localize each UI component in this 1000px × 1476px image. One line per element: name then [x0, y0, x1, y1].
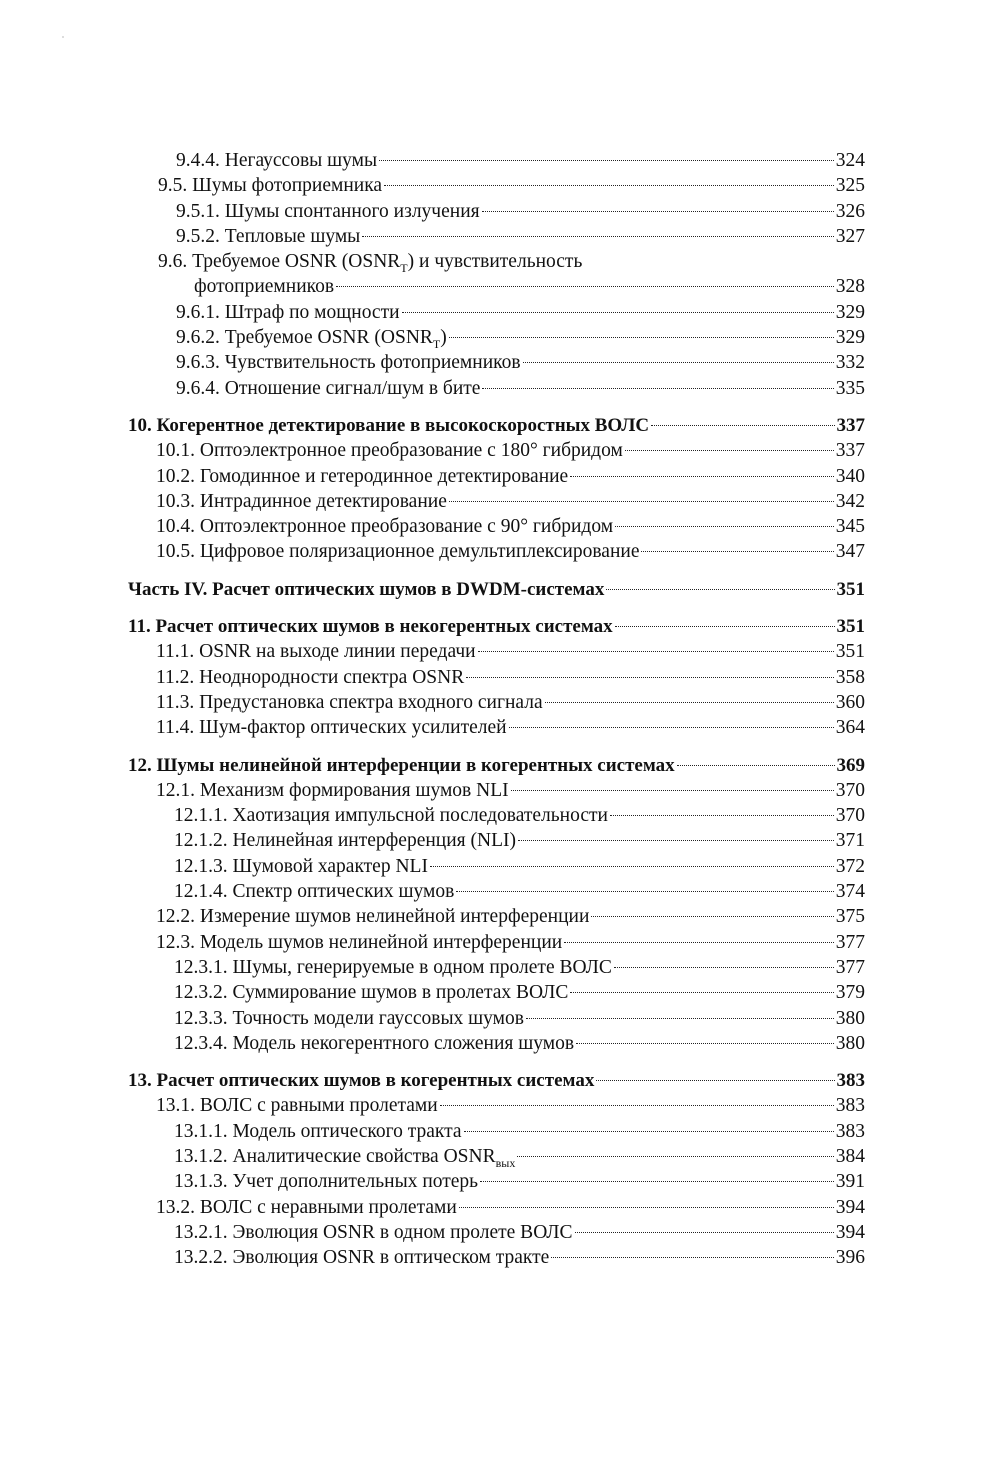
toc-page-number: 384	[835, 1145, 865, 1167]
toc-entry-line	[156, 778, 865, 803]
toc-entry-title	[156, 690, 543, 715]
toc-entry-line	[156, 690, 865, 715]
toc-entry	[0, 413, 1000, 438]
toc-entry-title	[174, 955, 612, 980]
toc-page-number: 371	[835, 830, 865, 852]
toc-entry-title	[174, 854, 428, 879]
toc-page-number: 377	[835, 931, 865, 953]
toc-entry-title-tail: )	[440, 327, 447, 349]
dot-leader	[651, 425, 834, 426]
toc-entry-title	[156, 539, 639, 564]
toc-entry-title-text: 13.1. ВОЛС с равными пролетами	[156, 1095, 438, 1117]
toc-entry-title-text: 10.5. Цифровое поляризационное демультиплексирование	[156, 541, 640, 563]
dot-leader	[336, 286, 834, 287]
toc-spacer	[0, 1056, 1000, 1068]
toc-entry	[0, 639, 1000, 664]
toc-entry-title-text: 9.6.1. Штраф по мощности	[176, 301, 400, 323]
toc-entry-subscript: T	[432, 336, 441, 351]
toc-entry-title	[128, 413, 649, 438]
dot-leader	[523, 362, 834, 363]
toc-entry-title-text: 12.1.2. Нелинейная интерференция (NLI)	[174, 830, 516, 852]
toc-entry-title	[128, 753, 675, 778]
dot-leader	[570, 476, 834, 477]
toc-entry-title	[176, 376, 480, 401]
toc-entry-title-text: 12.2. Измерение шумов нелинейной интерференции	[156, 906, 590, 928]
toc-page-number: 360	[835, 691, 865, 713]
toc-spacer	[0, 602, 1000, 614]
toc-entry-title-text: 13.2.2. Эволюция OSNR в оптическом тракте	[174, 1247, 550, 1269]
toc-page-number: 394	[835, 1196, 865, 1218]
toc-page-number: 358	[835, 666, 865, 688]
toc-entry-line	[128, 577, 865, 602]
toc-entry-title-text: 12.1.3. Шумовой характер NLI	[174, 855, 428, 877]
toc-page-number: 329	[835, 327, 865, 349]
toc-entry-line	[128, 614, 865, 639]
toc-entry	[0, 577, 1000, 602]
toc-entry-title	[174, 879, 454, 904]
toc-entry-title-text: 13.1.3. Учет дополнительных потерь	[174, 1171, 479, 1193]
toc-entry-title-text: 10.4. Оптоэлектронное преобразование с 90° гибридом	[156, 516, 614, 538]
toc-entry-line	[156, 438, 865, 463]
toc-entry	[0, 778, 1000, 803]
toc-page-number: 383	[835, 1095, 865, 1117]
toc-entry-title-text: 10.2. Гомодинное и гетеродинное детектирование	[156, 465, 569, 487]
dot-leader	[606, 589, 834, 590]
dot-leader	[449, 501, 834, 502]
toc-entry-title-text: 13.1.1. Модель оптического тракта	[174, 1120, 462, 1142]
toc-entry-line	[174, 828, 865, 853]
toc-entry-title	[176, 224, 360, 249]
toc-page-number: 370	[835, 805, 865, 827]
toc-entry-line	[176, 300, 865, 325]
scan-speck	[62, 36, 64, 38]
toc-entry-line	[128, 413, 865, 438]
toc-entry	[0, 539, 1000, 564]
toc-page-number: 335	[835, 377, 865, 399]
toc-entry	[0, 464, 1000, 489]
toc-entry-title	[174, 1245, 549, 1270]
dot-leader	[449, 337, 834, 338]
dot-leader	[551, 1257, 833, 1258]
toc-entry-title-text: 12. Шумы нелинейной интерференции в когерентных системах	[128, 754, 675, 776]
toc-entry-title	[156, 904, 589, 929]
toc-page-number: 383	[835, 1120, 865, 1142]
dot-leader	[518, 840, 834, 841]
toc-entry-title-text: 9.6.2. Требуемое OSNR (OSNR	[176, 327, 433, 349]
toc-entry	[0, 904, 1000, 929]
toc-entry-title	[156, 639, 476, 664]
toc-page-number: 332	[835, 352, 865, 374]
toc-page-number: 374	[835, 881, 865, 903]
toc-entry-title	[158, 173, 382, 198]
toc-entry-line	[174, 879, 865, 904]
toc-entry	[0, 376, 1000, 401]
toc-entry	[0, 1068, 1000, 1093]
dot-leader	[591, 916, 833, 917]
table-of-contents	[0, 148, 1000, 1270]
toc-page-number: 394	[835, 1221, 865, 1243]
toc-entry-line	[176, 199, 865, 224]
toc-page-number: 364	[835, 717, 865, 739]
toc-entry-title	[156, 778, 509, 803]
toc-entry-line	[156, 464, 865, 489]
toc-page-number: 380	[835, 1032, 865, 1054]
toc-entry	[0, 249, 1000, 274]
toc-entry-title-text: 12.1.1. Хаотизация импульсной последовательности	[174, 805, 608, 827]
toc-entry	[0, 350, 1000, 375]
toc-page-number: 329	[835, 301, 865, 323]
toc-entry-title	[128, 577, 604, 602]
toc-entry	[0, 1245, 1000, 1270]
toc-entry-title	[176, 325, 447, 350]
toc-entry-line	[174, 955, 865, 980]
toc-entry-title	[156, 1093, 438, 1118]
toc-entry-line	[128, 753, 865, 778]
dot-leader	[482, 211, 834, 212]
toc-entry-title-text: 10.3. Интрадинное детектирование	[156, 490, 447, 512]
toc-entry	[0, 300, 1000, 325]
toc-entry	[0, 753, 1000, 778]
toc-entry-line	[174, 1031, 865, 1056]
dot-leader	[615, 626, 835, 627]
toc-entry	[0, 148, 1000, 173]
dot-leader	[430, 866, 834, 867]
toc-entry-line	[174, 1220, 865, 1245]
dot-leader	[456, 891, 833, 892]
toc-entry-title-text: Часть IV. Расчет оптических шумов в DWDM-системах	[128, 578, 605, 600]
toc-entry-title-text: 9.5.1. Шумы спонтанного излучения	[176, 200, 480, 222]
toc-page-number: 375	[835, 906, 865, 928]
toc-entry-title	[174, 1031, 574, 1056]
toc-entry-title-text: 9.6. Требуемое OSNR (OSNR	[158, 251, 401, 273]
toc-entry-title-text: 13.2. ВОЛС с неравными пролетами	[156, 1196, 457, 1218]
toc-entry-line	[194, 274, 865, 299]
toc-entry-line	[156, 639, 865, 664]
dot-leader	[509, 727, 834, 728]
toc-page-number: 327	[835, 225, 865, 247]
dot-leader	[482, 388, 833, 389]
toc-entry-title	[176, 350, 521, 375]
dot-leader	[384, 185, 834, 186]
toc-entry-title	[194, 274, 334, 299]
dot-leader	[480, 1181, 834, 1182]
toc-entry	[0, 325, 1000, 350]
toc-entry-title	[174, 1119, 462, 1144]
toc-page-number: 391	[835, 1171, 865, 1193]
toc-entry-title	[156, 665, 464, 690]
toc-entry-title-text: 11. Расчет оптических шумов в некогерентных системах	[128, 616, 613, 638]
toc-entry-line	[174, 1144, 865, 1169]
toc-entry-title-text: 9.6.3. Чувствительность фотоприемников	[176, 352, 521, 374]
toc-entry	[0, 803, 1000, 828]
toc-entry	[0, 955, 1000, 980]
toc-entry	[0, 224, 1000, 249]
toc-entry-line	[128, 1068, 865, 1093]
toc-entry-title	[176, 199, 480, 224]
toc-entry	[0, 1006, 1000, 1031]
toc-page-number: 372	[835, 855, 865, 877]
toc-entry-title-text: 11.2. Неоднородности спектра OSNR	[156, 666, 465, 688]
toc-page-number: 326	[835, 200, 865, 222]
toc-entry	[0, 690, 1000, 715]
toc-page-number: 325	[835, 175, 865, 197]
toc-entry	[0, 199, 1000, 224]
toc-page-number: 342	[835, 490, 865, 512]
toc-page-number: 324	[835, 150, 865, 171]
toc-entry-line	[176, 224, 865, 249]
toc-entry-title-text: 11.1. OSNR на выходе линии передачи	[156, 641, 476, 663]
toc-entry-line	[176, 325, 865, 350]
toc-entry-line	[156, 1195, 865, 1220]
toc-entry-title-text: 12.3.4. Модель некогерентного сложения шумов	[174, 1032, 575, 1054]
dot-leader	[625, 450, 834, 451]
dot-leader	[459, 1207, 834, 1208]
toc-entry	[0, 828, 1000, 853]
toc-entry-title	[156, 715, 507, 740]
toc-entry-title	[156, 438, 623, 463]
toc-entry-title-text: 12.3.2. Суммирование шумов в пролетах ВОЛС	[174, 982, 569, 1004]
toc-entry-title-text: 10. Когерентное детектирование в высокоскоростных ВОЛС	[128, 414, 650, 436]
toc-spacer	[0, 401, 1000, 413]
toc-entry-line	[176, 148, 865, 173]
toc-entry	[0, 1031, 1000, 1056]
toc-entry-title	[156, 514, 613, 539]
toc-entry	[0, 879, 1000, 904]
toc-entry-line	[174, 1245, 865, 1270]
toc-entry-line	[156, 665, 865, 690]
dot-leader	[362, 236, 833, 237]
toc-entry-title-text: 13.1.2. Аналитические свойства OSNR	[174, 1145, 496, 1167]
toc-entry-line	[156, 1093, 865, 1118]
dot-leader	[614, 967, 834, 968]
toc-entry-line	[156, 489, 865, 514]
toc-entry	[0, 514, 1000, 539]
toc-page-number: 340	[835, 465, 865, 487]
toc-entry-subscript: вых	[495, 1155, 516, 1170]
toc-entry-title-text: 9.5.2. Тепловые шумы	[176, 225, 361, 247]
toc-entry-line	[174, 854, 865, 879]
toc-entry	[0, 665, 1000, 690]
toc-spacer	[0, 565, 1000, 577]
dot-leader	[610, 815, 834, 816]
toc-entry-title	[176, 148, 377, 173]
dot-leader	[596, 1080, 834, 1081]
dot-leader	[545, 702, 834, 703]
toc-entry	[0, 614, 1000, 639]
toc-entry-line	[174, 803, 865, 828]
toc-entry-title	[156, 464, 568, 489]
toc-entry-line	[174, 980, 865, 1005]
toc-entry-title-text: фотоприемников	[194, 276, 335, 298]
toc-entry-title-text: 9.5. Шумы фотоприемника	[158, 175, 383, 197]
toc-entry-line	[156, 904, 865, 929]
toc-entry-line	[176, 376, 865, 401]
toc-entry-title	[128, 1068, 594, 1093]
toc-entry-title	[174, 1220, 573, 1245]
toc-entry-line	[174, 1169, 865, 1194]
toc-entry-title-text: 11.4. Шум-фактор оптических усилителей	[156, 717, 507, 739]
dot-leader	[466, 677, 834, 678]
toc-entry-title-text: 9.6.4. Отношение сигнал/шум в бите	[176, 377, 481, 399]
toc-page-number: 337	[836, 414, 865, 436]
toc-entry	[0, 854, 1000, 879]
toc-entry	[0, 980, 1000, 1005]
toc-entry	[0, 1195, 1000, 1220]
toc-page-number: 337	[835, 440, 865, 462]
toc-entry-title-tail: ) и чувствительность	[407, 251, 583, 273]
toc-entry-line	[176, 350, 865, 375]
toc-entry-title	[156, 489, 447, 514]
dot-leader	[641, 551, 833, 552]
toc-entry-title-text: 11.3. Предустановка спектра входного сигнала	[156, 691, 543, 713]
toc-entry-title-text: 13.2.1. Эволюция OSNR в одном пролете ВОЛС	[174, 1221, 573, 1243]
toc-entry	[0, 274, 1000, 299]
toc-entry-title-text: 12.3.3. Точность модели гауссовых шумов	[174, 1007, 524, 1029]
toc-entry-title-text: 12.3.1. Шумы, генерируемые в одном пролете ВОЛС	[174, 956, 612, 978]
toc-page-number: 379	[835, 982, 865, 1004]
toc-entry-title	[156, 1195, 457, 1220]
toc-entry-title	[174, 828, 516, 853]
dot-leader	[575, 1232, 834, 1233]
toc-entry-title-text: 13. Расчет оптических шумов в когерентных системах	[128, 1070, 595, 1092]
toc-entry-title-text: 12.1. Механизм формирования шумов NLI	[156, 779, 509, 801]
toc-entry-title	[174, 1144, 515, 1169]
dot-leader	[478, 651, 834, 652]
toc-entry-line	[156, 514, 865, 539]
dot-leader	[615, 526, 834, 527]
toc-entry-title	[174, 803, 608, 828]
toc-entry-title	[174, 980, 568, 1005]
toc-entry	[0, 930, 1000, 955]
dot-leader	[576, 1043, 834, 1044]
toc-entry-line	[156, 930, 865, 955]
toc-page-number: 328	[835, 276, 865, 298]
toc-entry	[0, 438, 1000, 463]
toc-entry-subscript: T	[400, 261, 408, 276]
dot-leader	[677, 765, 835, 766]
toc-page-number: 351	[835, 641, 865, 663]
toc-page-number: 380	[835, 1007, 865, 1029]
dot-leader	[517, 1156, 833, 1157]
toc-entry-title-text: 10.1. Оптоэлектронное преобразование с 180° гибридом	[156, 440, 623, 462]
dot-leader	[440, 1105, 834, 1106]
toc-entry-title	[156, 930, 562, 955]
toc-entry-line	[158, 249, 582, 274]
toc-entry-title	[176, 300, 400, 325]
toc-entry-title-text: 12.3. Модель шумов нелинейной интерференции	[156, 931, 563, 953]
toc-entry	[0, 1169, 1000, 1194]
toc-page-number: 377	[835, 956, 865, 978]
toc-entry-line	[174, 1119, 865, 1144]
dot-leader	[464, 1131, 834, 1132]
toc-entry-line	[156, 715, 865, 740]
toc-page-number: 383	[836, 1070, 865, 1092]
dot-leader	[402, 312, 834, 313]
toc-entry-title	[174, 1169, 478, 1194]
toc-entry-title	[174, 1006, 524, 1031]
toc-page-number: 351	[836, 578, 865, 600]
toc-entry-line	[156, 539, 865, 564]
toc-entry-title	[158, 249, 582, 274]
dot-leader	[526, 1018, 834, 1019]
toc-entry	[0, 715, 1000, 740]
toc-entry	[0, 1220, 1000, 1245]
toc-page-number: 345	[835, 516, 865, 538]
dot-leader	[564, 942, 834, 943]
toc-page-number: 396	[835, 1247, 865, 1269]
toc-page-number: 351	[836, 616, 865, 638]
toc-entry-title-text: 12.1.4. Спектр оптических шумов	[174, 881, 455, 903]
dot-leader	[570, 992, 833, 993]
dot-leader	[379, 160, 834, 161]
toc-entry-title-text: 9.4.4. Негауссовы шумы	[176, 150, 378, 171]
toc-entry	[0, 173, 1000, 198]
toc-entry	[0, 489, 1000, 514]
toc-entry-title	[128, 614, 613, 639]
toc-entry	[0, 1119, 1000, 1144]
toc-entry-line	[158, 173, 865, 198]
toc-entry	[0, 1093, 1000, 1118]
toc-page-number: 369	[836, 754, 865, 776]
toc-entry	[0, 1144, 1000, 1169]
toc-page-number: 347	[835, 541, 865, 563]
dot-leader	[511, 790, 834, 791]
toc-page-number: 370	[835, 779, 865, 801]
toc-entry-line	[174, 1006, 865, 1031]
toc-spacer	[0, 741, 1000, 753]
